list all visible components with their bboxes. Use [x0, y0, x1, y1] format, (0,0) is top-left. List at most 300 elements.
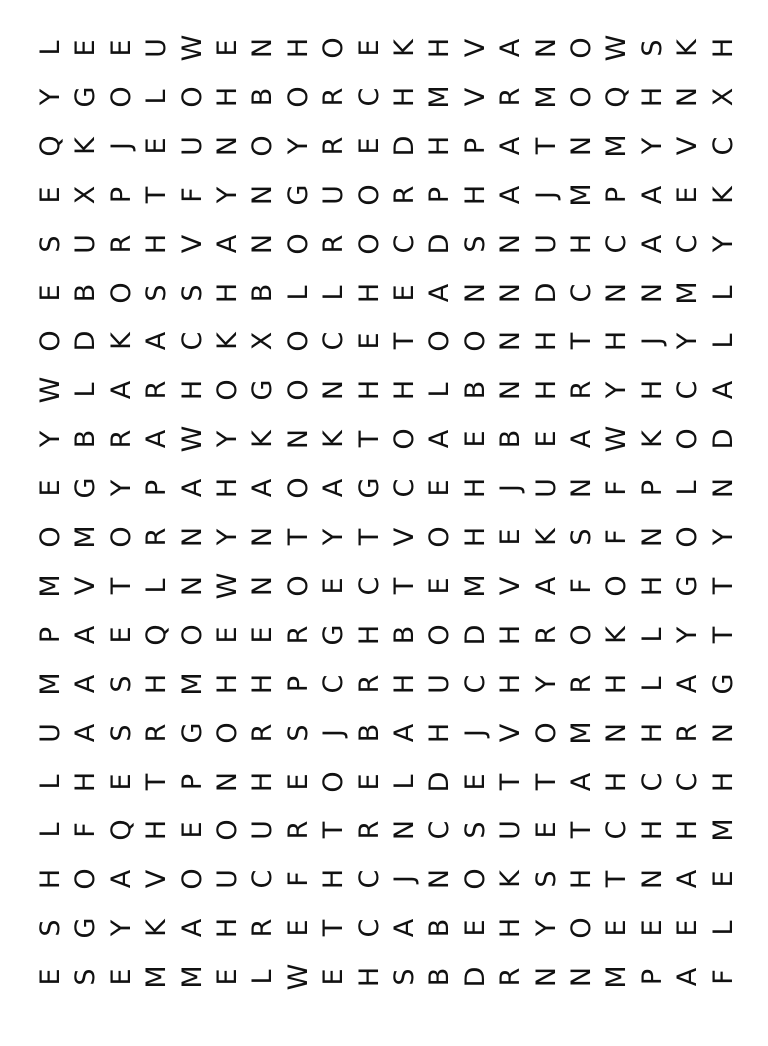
grid-letter[interactable]: U	[140, 38, 172, 58]
grid-letter[interactable]: H	[211, 673, 243, 694]
grid-letter[interactable]: P	[282, 675, 314, 692]
grid-letter[interactable]: H	[353, 282, 385, 303]
grid-letter[interactable]: H	[636, 575, 668, 597]
grid-letter[interactable]: T	[282, 528, 314, 546]
grid-letter[interactable]: H	[600, 673, 632, 694]
grid-letter[interactable]: E	[34, 283, 66, 302]
grid-letter[interactable]: R	[565, 380, 597, 400]
grid-letter[interactable]: W	[176, 34, 208, 62]
grid-letter[interactable]: F	[707, 969, 739, 985]
grid-letter[interactable]: A	[105, 870, 137, 889]
grid-letter[interactable]: E	[353, 332, 385, 350]
grid-letter[interactable]: V	[388, 527, 420, 547]
grid-letter[interactable]: H	[353, 380, 385, 401]
grid-letter[interactable]: H	[211, 282, 243, 303]
grid-letter[interactable]: L	[707, 284, 739, 301]
grid-letter[interactable]: T	[317, 919, 349, 937]
grid-letter[interactable]: A	[388, 918, 420, 938]
grid-letter[interactable]: A	[565, 429, 597, 449]
grid-letter[interactable]: E	[353, 39, 385, 57]
grid-letter[interactable]: T	[388, 577, 420, 595]
grid-letter[interactable]: H	[459, 526, 491, 548]
grid-letter[interactable]: U	[176, 135, 208, 156]
grid-letter[interactable]: W	[282, 963, 314, 991]
grid-letter[interactable]: C	[176, 331, 208, 351]
grid-letter[interactable]: Y	[600, 382, 632, 399]
grid-letter[interactable]: N	[211, 771, 243, 792]
grid-letter[interactable]: E	[282, 919, 314, 937]
grid-letter[interactable]: C	[353, 576, 385, 596]
grid-letter[interactable]: M	[176, 965, 208, 989]
grid-letter[interactable]: G	[69, 477, 101, 499]
grid-letter[interactable]: B	[388, 625, 420, 645]
grid-letter[interactable]: H	[671, 820, 703, 841]
grid-letter[interactable]: O	[176, 624, 208, 646]
grid-letter[interactable]: M	[140, 965, 172, 989]
grid-letter[interactable]: J	[494, 484, 526, 493]
grid-letter[interactable]: H	[211, 86, 243, 108]
grid-letter[interactable]: A	[105, 381, 137, 400]
grid-letter[interactable]: U	[211, 869, 243, 890]
grid-letter[interactable]: Y	[211, 430, 243, 448]
grid-letter[interactable]: H	[140, 673, 172, 694]
grid-letter[interactable]: B	[246, 87, 278, 107]
grid-letter[interactable]: R	[565, 674, 597, 694]
grid-letter[interactable]: N	[423, 869, 455, 890]
grid-letter[interactable]: O	[530, 721, 562, 744]
grid-letter[interactable]: A	[671, 967, 703, 987]
grid-letter[interactable]: O	[459, 330, 491, 353]
grid-letter[interactable]: L	[636, 676, 668, 692]
grid-letter[interactable]: V	[671, 136, 703, 156]
grid-letter[interactable]: N	[176, 575, 208, 596]
grid-letter[interactable]: U	[423, 673, 455, 694]
grid-letter[interactable]: P	[459, 137, 491, 154]
grid-letter[interactable]: R	[246, 723, 278, 742]
grid-letter[interactable]: L	[140, 89, 172, 105]
grid-letter[interactable]: N	[530, 37, 562, 59]
grid-letter[interactable]: N	[636, 869, 668, 890]
grid-letter[interactable]: K	[69, 136, 101, 155]
grid-letter[interactable]: R	[282, 625, 314, 645]
grid-letter[interactable]: L	[707, 333, 739, 349]
grid-letter[interactable]: F	[600, 480, 632, 496]
grid-letter[interactable]: E	[459, 772, 491, 791]
grid-letter[interactable]: H	[140, 820, 172, 841]
grid-letter[interactable]: H	[707, 771, 739, 792]
grid-letter[interactable]: C	[600, 234, 632, 254]
grid-letter[interactable]: E	[34, 968, 66, 986]
grid-letter[interactable]: E	[282, 772, 314, 791]
grid-letter[interactable]: O	[671, 428, 703, 450]
grid-letter[interactable]: C	[246, 869, 278, 889]
grid-letter[interactable]: W	[34, 376, 66, 404]
grid-letter[interactable]: P	[423, 186, 455, 203]
grid-letter[interactable]: N	[246, 575, 278, 596]
grid-letter[interactable]: W	[211, 572, 243, 600]
grid-letter[interactable]: N	[211, 135, 243, 156]
grid-letter[interactable]: H	[600, 771, 632, 792]
grid-letter[interactable]: D	[388, 135, 420, 157]
grid-letter[interactable]: A	[671, 870, 703, 889]
grid-letter[interactable]: C	[636, 772, 668, 791]
grid-letter[interactable]: T	[565, 333, 597, 350]
grid-letter[interactable]: C	[317, 674, 349, 694]
grid-letter[interactable]: N	[459, 282, 491, 303]
grid-letter[interactable]: R	[140, 527, 172, 547]
grid-letter[interactable]: R	[246, 918, 278, 938]
grid-letter[interactable]: N	[707, 722, 739, 743]
grid-letter[interactable]: H	[246, 771, 278, 792]
grid-letter[interactable]: N	[530, 967, 562, 988]
grid-letter[interactable]: E	[494, 528, 526, 546]
grid-letter[interactable]: A	[69, 674, 101, 693]
grid-letter[interactable]: B	[69, 283, 101, 302]
grid-letter[interactable]: Y	[707, 528, 739, 546]
grid-letter[interactable]: C	[671, 234, 703, 254]
grid-letter[interactable]: N	[565, 478, 597, 499]
grid-letter[interactable]: U	[246, 820, 278, 841]
grid-letter[interactable]: G	[671, 575, 703, 597]
grid-letter[interactable]: O	[176, 86, 208, 108]
grid-letter[interactable]: T	[494, 773, 526, 790]
grid-letter[interactable]: R	[105, 429, 137, 449]
grid-letter[interactable]: P	[34, 626, 66, 643]
grid-letter[interactable]: H	[69, 771, 101, 792]
grid-letter[interactable]: S	[636, 39, 668, 57]
grid-letter[interactable]: O	[600, 575, 632, 597]
grid-letter[interactable]: K	[211, 332, 243, 351]
grid-letter[interactable]: X	[246, 332, 278, 351]
grid-letter[interactable]: J	[459, 728, 491, 737]
grid-letter[interactable]: G	[69, 917, 101, 939]
grid-letter[interactable]: M	[600, 134, 632, 158]
grid-letter[interactable]: M	[600, 965, 632, 989]
grid-letter[interactable]: S	[176, 283, 208, 302]
grid-letter[interactable]: N	[317, 380, 349, 401]
grid-letter[interactable]: H	[353, 966, 385, 988]
grid-letter[interactable]: N	[707, 478, 739, 499]
grid-letter[interactable]: E	[211, 968, 243, 986]
grid-letter[interactable]: B	[353, 723, 385, 742]
grid-letter[interactable]: O	[282, 575, 314, 597]
grid-letter[interactable]: H	[211, 918, 243, 939]
grid-letter[interactable]: E	[105, 39, 137, 57]
grid-letter[interactable]: T	[105, 577, 137, 595]
grid-letter[interactable]: V	[459, 87, 491, 107]
grid-letter[interactable]: H	[423, 135, 455, 156]
grid-letter[interactable]: M	[34, 672, 66, 696]
grid-letter[interactable]: Q	[600, 86, 632, 108]
grid-letter[interactable]: T	[140, 186, 172, 203]
grid-letter[interactable]: H	[600, 331, 632, 352]
grid-letter[interactable]: R	[494, 967, 526, 987]
grid-letter[interactable]: A	[636, 234, 668, 253]
grid-letter[interactable]: Y	[211, 528, 243, 546]
grid-letter[interactable]: F	[565, 578, 597, 594]
grid-letter[interactable]: N	[246, 233, 278, 254]
grid-letter[interactable]: S	[530, 870, 562, 888]
grid-letter[interactable]: E	[530, 821, 562, 839]
grid-letter[interactable]: L	[34, 773, 66, 790]
grid-letter[interactable]: E	[671, 186, 703, 204]
grid-letter[interactable]: O	[34, 526, 66, 548]
grid-letter[interactable]: B	[246, 283, 278, 302]
grid-letter[interactable]: H	[423, 722, 455, 743]
grid-letter[interactable]: O	[388, 428, 420, 450]
grid-letter[interactable]: H	[494, 624, 526, 645]
grid-letter[interactable]: H	[423, 37, 455, 59]
grid-letter[interactable]: Y	[530, 919, 562, 937]
grid-letter[interactable]: L	[34, 822, 66, 838]
grid-letter[interactable]: A	[211, 234, 243, 253]
grid-letter[interactable]: A	[317, 478, 349, 498]
grid-letter[interactable]: N	[176, 526, 208, 548]
grid-letter[interactable]: O	[105, 86, 137, 108]
grid-letter[interactable]: L	[388, 773, 420, 790]
grid-letter[interactable]: C	[388, 478, 420, 498]
grid-letter[interactable]: R	[671, 723, 703, 742]
grid-letter[interactable]: R	[530, 625, 562, 645]
grid-letter[interactable]: P	[636, 479, 668, 497]
grid-letter[interactable]: A	[140, 429, 172, 449]
grid-letter[interactable]: H	[282, 37, 314, 59]
grid-letter[interactable]: H	[707, 37, 739, 59]
grid-letter[interactable]: E	[423, 479, 455, 497]
grid-letter[interactable]: H	[636, 86, 668, 108]
grid-letter[interactable]: T	[388, 333, 420, 350]
grid-letter[interactable]: G	[246, 379, 278, 401]
grid-letter[interactable]: O	[317, 37, 349, 59]
grid-letter[interactable]: E	[34, 186, 66, 204]
grid-letter[interactable]: C	[671, 380, 703, 400]
grid-letter[interactable]: N	[494, 282, 526, 303]
grid-letter[interactable]: B	[459, 381, 491, 400]
grid-letter[interactable]: S	[69, 968, 101, 986]
grid-letter[interactable]: H	[353, 624, 385, 645]
grid-letter[interactable]: K	[671, 39, 703, 57]
grid-letter[interactable]: D	[459, 624, 491, 646]
grid-letter[interactable]: A	[388, 723, 420, 742]
grid-letter[interactable]: O	[423, 526, 455, 548]
grid-letter[interactable]: D	[423, 233, 455, 254]
grid-letter[interactable]: N	[494, 331, 526, 352]
grid-letter[interactable]: L	[671, 480, 703, 496]
grid-letter[interactable]: L	[423, 382, 455, 398]
grid-letter[interactable]: Y	[317, 528, 349, 546]
grid-letter[interactable]: L	[69, 382, 101, 398]
grid-letter[interactable]: A	[530, 576, 562, 596]
grid-letter[interactable]: H	[565, 233, 597, 254]
grid-letter[interactable]: R	[494, 87, 526, 107]
grid-letter[interactable]: B	[69, 429, 101, 449]
grid-letter[interactable]: K	[707, 185, 739, 204]
grid-letter[interactable]: O	[565, 917, 597, 939]
grid-letter[interactable]: W	[176, 425, 208, 453]
grid-letter[interactable]: U	[530, 233, 562, 254]
grid-letter[interactable]: H	[459, 184, 491, 205]
grid-letter[interactable]: M	[565, 183, 597, 207]
grid-letter[interactable]: V	[69, 576, 101, 596]
grid-letter[interactable]: R	[317, 87, 349, 107]
grid-letter[interactable]: E	[353, 137, 385, 155]
grid-letter[interactable]: J	[530, 190, 562, 199]
grid-letter[interactable]: C	[459, 674, 491, 694]
grid-letter[interactable]: U	[530, 478, 562, 498]
grid-letter[interactable]: A	[423, 429, 455, 449]
grid-letter[interactable]: A	[69, 625, 101, 645]
grid-letter[interactable]: H	[388, 673, 420, 694]
grid-letter[interactable]: E	[105, 772, 137, 791]
grid-letter[interactable]: S	[282, 724, 314, 742]
grid-letter[interactable]: U	[34, 722, 66, 743]
grid-letter[interactable]: U	[494, 820, 526, 841]
grid-letter[interactable]: L	[282, 284, 314, 301]
grid-letter[interactable]: O	[105, 526, 137, 548]
grid-letter[interactable]: Y	[671, 333, 703, 350]
grid-letter[interactable]: E	[671, 919, 703, 937]
grid-letter[interactable]: C	[707, 136, 739, 156]
grid-letter[interactable]: H	[494, 673, 526, 694]
grid-letter[interactable]: E	[459, 919, 491, 937]
grid-letter[interactable]: G	[69, 86, 101, 108]
grid-letter[interactable]: E	[246, 626, 278, 644]
grid-letter[interactable]: T	[530, 137, 562, 155]
grid-letter[interactable]: O	[211, 721, 243, 744]
grid-letter[interactable]: B	[494, 429, 526, 449]
grid-letter[interactable]: A	[494, 136, 526, 156]
grid-letter[interactable]: H	[140, 233, 172, 254]
grid-letter[interactable]: N	[636, 282, 668, 303]
grid-letter[interactable]: O	[282, 477, 314, 499]
grid-letter[interactable]: N	[282, 429, 314, 450]
grid-letter[interactable]: H	[459, 477, 491, 499]
grid-letter[interactable]: O	[671, 526, 703, 548]
grid-letter[interactable]: N	[494, 380, 526, 401]
grid-letter[interactable]: A	[494, 38, 526, 58]
grid-letter[interactable]: E	[353, 772, 385, 791]
grid-letter[interactable]: A	[246, 478, 278, 498]
grid-letter[interactable]: E	[388, 283, 420, 302]
grid-letter[interactable]: O	[565, 86, 597, 108]
grid-letter[interactable]: S	[388, 968, 420, 986]
grid-letter[interactable]: L	[140, 578, 172, 594]
grid-letter[interactable]: J	[388, 875, 420, 884]
grid-letter[interactable]: C	[388, 234, 420, 254]
grid-letter[interactable]: C	[353, 918, 385, 938]
grid-letter[interactable]: L	[246, 969, 278, 985]
grid-letter[interactable]: M	[423, 85, 455, 109]
grid-letter[interactable]: O	[211, 379, 243, 401]
grid-letter[interactable]: S	[105, 724, 137, 742]
grid-letter[interactable]: T	[565, 822, 597, 839]
grid-letter[interactable]: N	[388, 820, 420, 841]
grid-letter[interactable]: E	[211, 39, 243, 57]
grid-letter[interactable]: U	[317, 184, 349, 205]
grid-letter[interactable]: H	[530, 331, 562, 352]
grid-letter[interactable]: S	[565, 528, 597, 546]
grid-letter[interactable]: P	[176, 773, 208, 790]
grid-letter[interactable]: T	[317, 822, 349, 839]
grid-letter[interactable]: K	[140, 919, 172, 938]
grid-letter[interactable]: A	[140, 332, 172, 351]
grid-letter[interactable]: O	[34, 330, 66, 353]
grid-letter[interactable]: E	[317, 968, 349, 986]
grid-letter[interactable]: K	[388, 39, 420, 57]
grid-letter[interactable]: H	[636, 722, 668, 743]
grid-letter[interactable]: H	[636, 820, 668, 841]
grid-letter[interactable]: P	[600, 186, 632, 203]
grid-letter[interactable]: E	[211, 626, 243, 644]
grid-letter[interactable]: M	[530, 85, 562, 109]
grid-letter[interactable]: Y	[34, 88, 66, 106]
grid-letter[interactable]: T	[600, 871, 632, 888]
grid-letter[interactable]: M	[707, 818, 739, 843]
grid-letter[interactable]: L	[636, 627, 668, 643]
grid-letter[interactable]: R	[140, 380, 172, 400]
grid-letter[interactable]: H	[494, 918, 526, 939]
grid-letter[interactable]: H	[530, 380, 562, 401]
grid-letter[interactable]: F	[282, 871, 314, 888]
grid-letter[interactable]: K	[105, 332, 137, 351]
grid-letter[interactable]: H	[246, 673, 278, 694]
grid-letter[interactable]: R	[105, 234, 137, 253]
grid-letter[interactable]: A	[423, 283, 455, 302]
grid-letter[interactable]: N	[600, 722, 632, 743]
grid-letter[interactable]: P	[636, 968, 668, 986]
grid-letter[interactable]: N	[246, 526, 278, 548]
grid-letter[interactable]: E	[530, 430, 562, 448]
grid-letter[interactable]: E	[423, 577, 455, 595]
grid-letter[interactable]: B	[423, 918, 455, 938]
grid-letter[interactable]: V	[459, 38, 491, 58]
grid-letter[interactable]: Y	[282, 137, 314, 155]
grid-letter[interactable]: K	[600, 625, 632, 644]
grid-letter[interactable]: S	[105, 675, 137, 693]
grid-letter[interactable]: R	[140, 723, 172, 742]
grid-letter[interactable]: C	[353, 869, 385, 889]
grid-letter[interactable]: H	[388, 86, 420, 108]
grid-letter[interactable]: D	[459, 966, 491, 988]
grid-letter[interactable]: T	[353, 430, 385, 448]
grid-letter[interactable]: J	[105, 141, 137, 150]
grid-letter[interactable]: M	[176, 672, 208, 696]
grid-letter[interactable]: X	[707, 87, 739, 107]
grid-letter[interactable]: O	[565, 37, 597, 59]
grid-letter[interactable]: L	[707, 920, 739, 936]
grid-letter[interactable]: Y	[530, 675, 562, 692]
grid-letter[interactable]: Y	[105, 479, 137, 497]
grid-letter[interactable]: G	[282, 184, 314, 206]
grid-letter[interactable]: S	[459, 235, 491, 253]
grid-letter[interactable]: V	[176, 234, 208, 253]
grid-letter[interactable]: L	[317, 284, 349, 301]
grid-letter[interactable]: Y	[105, 919, 137, 937]
grid-letter[interactable]: A	[494, 185, 526, 204]
grid-letter[interactable]: E	[69, 39, 101, 57]
grid-letter[interactable]: T	[140, 773, 172, 790]
grid-letter[interactable]: C	[423, 820, 455, 840]
grid-letter[interactable]: Y	[707, 235, 739, 252]
grid-letter[interactable]: S	[459, 821, 491, 839]
grid-letter[interactable]: T	[353, 528, 385, 546]
grid-letter[interactable]: G	[707, 673, 739, 695]
grid-letter[interactable]: H	[636, 380, 668, 401]
grid-letter[interactable]: Y	[671, 626, 703, 644]
grid-letter[interactable]: E	[34, 479, 66, 497]
grid-letter[interactable]: K	[246, 430, 278, 449]
grid-letter[interactable]: Y	[636, 137, 668, 155]
